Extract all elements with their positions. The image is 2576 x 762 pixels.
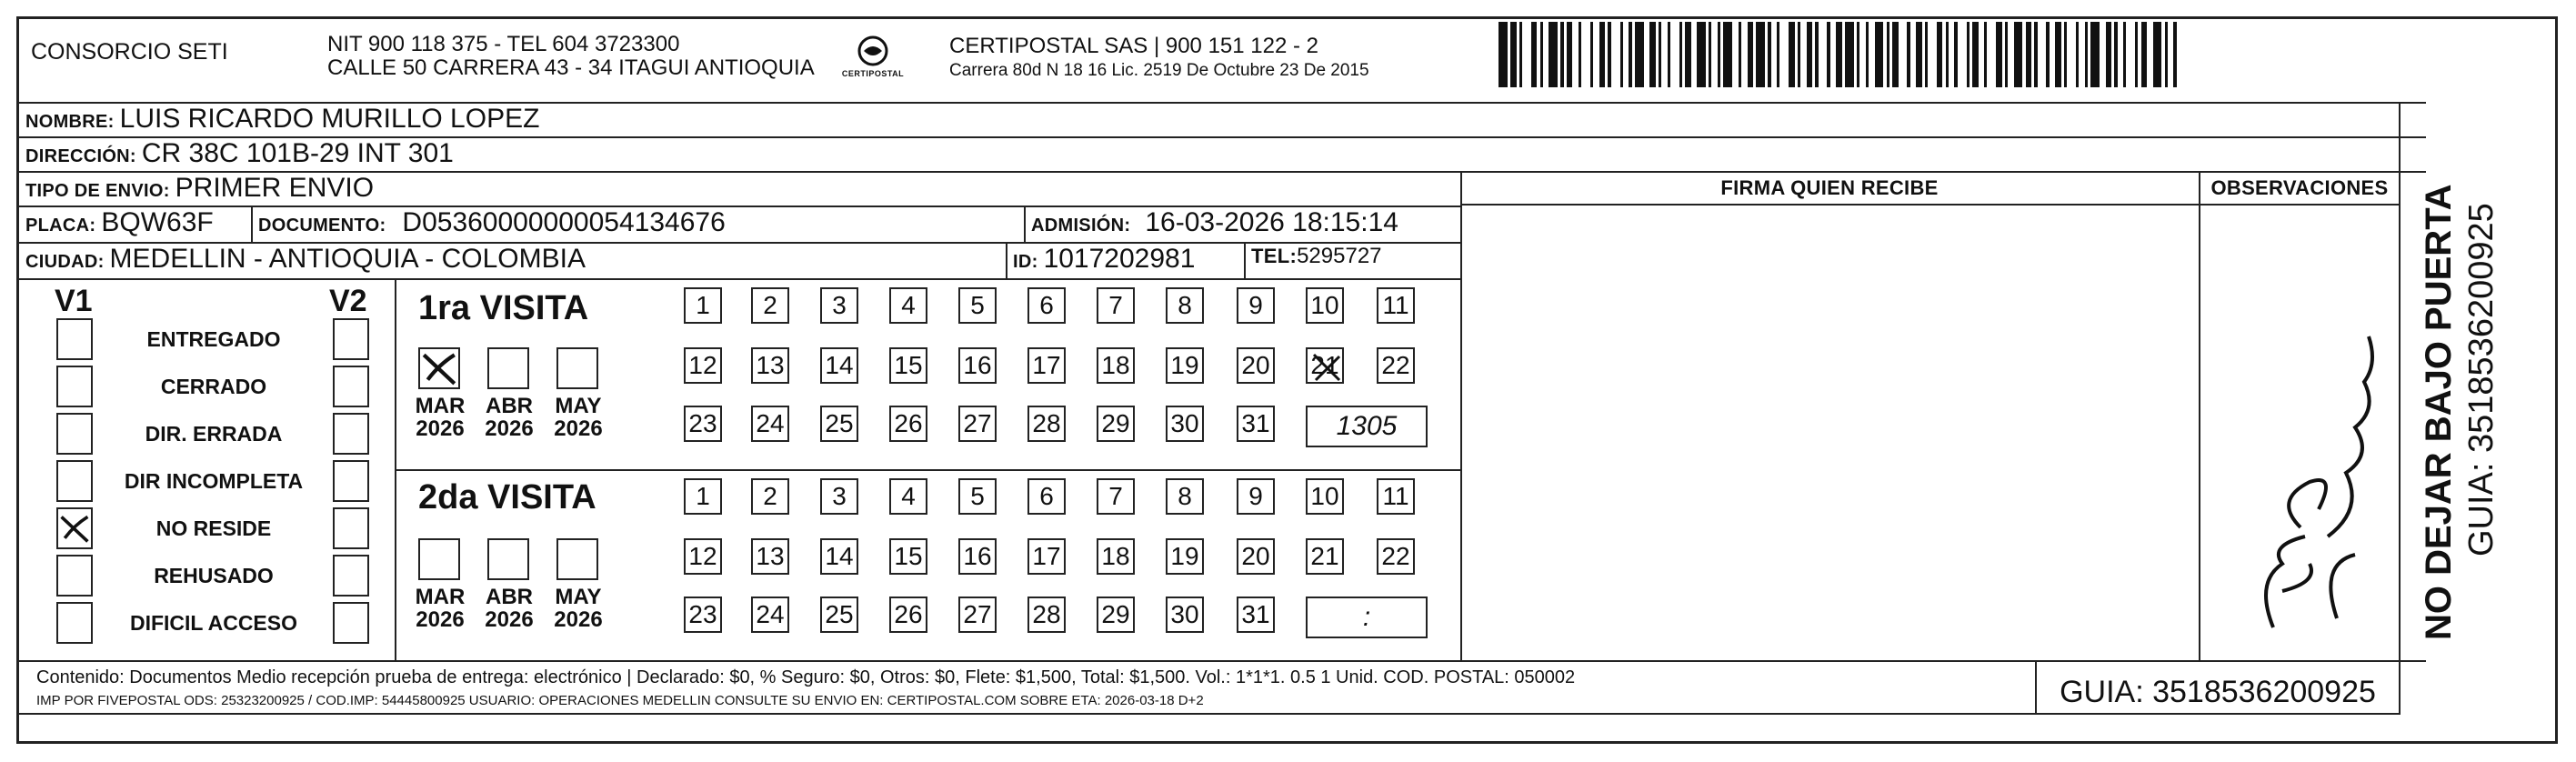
status-v1-checkbox[interactable] xyxy=(56,602,93,644)
day-box-2[interactable] xyxy=(751,478,789,515)
month-checkbox-mar-checked[interactable] xyxy=(418,347,460,389)
day-number: 12 xyxy=(688,351,717,379)
day-box-15[interactable] xyxy=(889,347,927,384)
divider xyxy=(16,713,2401,715)
tipo-envio-value: PRIMER ENVIO xyxy=(175,173,375,203)
ciudad-row xyxy=(25,244,586,275)
day-number: 13 xyxy=(756,351,785,379)
status-label: CERRADO xyxy=(160,375,267,398)
day-number: 9 xyxy=(1248,291,1263,319)
signature-image xyxy=(2219,291,2382,637)
status-v2-checkbox[interactable] xyxy=(333,366,369,407)
divider xyxy=(2399,102,2401,713)
month-year: 2026 xyxy=(485,416,534,442)
day-number: 28 xyxy=(1032,600,1061,628)
day-box-28[interactable] xyxy=(1027,406,1066,442)
month-label xyxy=(542,395,615,440)
day-box-24[interactable] xyxy=(751,406,789,442)
day-number: 22 xyxy=(1381,351,1410,379)
divider xyxy=(1244,242,1246,278)
day-box-13[interactable] xyxy=(751,538,789,575)
day-number: 18 xyxy=(1101,351,1130,379)
day-box-26[interactable] xyxy=(889,406,927,442)
status-v2-checkbox[interactable] xyxy=(333,555,369,597)
day-box-25[interactable] xyxy=(820,597,858,633)
day-box-19[interactable] xyxy=(1166,538,1204,575)
day-number: 7 xyxy=(1108,291,1123,319)
month-name: ABR xyxy=(486,585,533,609)
day-box-30[interactable] xyxy=(1166,406,1204,442)
day-number: 11 xyxy=(1382,482,1409,510)
month-year: 2026 xyxy=(485,607,534,633)
day-number: 3 xyxy=(832,482,847,510)
day-number: 8 xyxy=(1178,291,1192,319)
day-number: 2 xyxy=(763,291,777,319)
day-box-23[interactable] xyxy=(684,597,722,633)
day-box-22[interactable] xyxy=(1377,347,1415,384)
tel-label: TEL: xyxy=(1251,245,1298,267)
day-number: 17 xyxy=(1032,542,1061,570)
day-number: 3 xyxy=(832,291,847,319)
admision-value: 16-03-2026 18:15:14 xyxy=(1145,207,1398,237)
month-name: MAR xyxy=(415,394,466,418)
nit-line: NIT 900 118 375 - TEL 604 3723300 xyxy=(327,32,680,56)
direccion-label: DIRECCIÓN: xyxy=(25,146,136,166)
day-box-8[interactable] xyxy=(1166,287,1204,324)
day-number: 4 xyxy=(901,291,916,319)
status-label: ENTREGADO xyxy=(146,327,281,351)
divider xyxy=(2199,171,2200,660)
day-number: 4 xyxy=(901,482,916,510)
day-box-1[interactable] xyxy=(684,287,722,324)
direccion-value: CR 38C 101B-29 INT 301 xyxy=(141,138,454,168)
month-label xyxy=(404,586,476,631)
day-box-31[interactable] xyxy=(1237,406,1275,442)
month-label xyxy=(542,586,615,631)
day-box-3[interactable] xyxy=(820,478,858,515)
tel-value: 5295727 xyxy=(1297,244,1382,268)
status-v2-checkbox[interactable] xyxy=(333,460,369,502)
month-checkbox-abr[interactable] xyxy=(487,538,529,580)
day-box-1[interactable] xyxy=(684,478,722,515)
second-visit-title: 2da VISITA xyxy=(418,478,596,516)
footer-contenido: Contenido: Documentos Medio recepción prueba de entrega: electrónico | Declarado: $0, % Seguro: $0, Otros: $0, Flete: $1,500, Total: $1,500. Vol.: 1*1*1. 0.5 1 Unid. COD. POSTAL: 050002 xyxy=(36,667,1576,687)
month-name: MAY xyxy=(555,585,602,609)
day-box-6[interactable] xyxy=(1027,478,1066,515)
day-number: 13 xyxy=(756,542,785,570)
day-number: 24 xyxy=(756,409,785,437)
tel-row xyxy=(1251,244,1382,269)
certipostal-line1: CERTIPOSTAL SAS | 900 151 122 - 2 xyxy=(949,34,1318,58)
day-box-23[interactable] xyxy=(684,406,722,442)
day-number: 23 xyxy=(688,600,717,628)
day-number: 19 xyxy=(1170,542,1199,570)
id-value: 1017202981 xyxy=(1043,244,1196,274)
day-box-28[interactable] xyxy=(1027,597,1066,633)
divider xyxy=(1006,242,1007,278)
status-label: REHUSADO xyxy=(154,564,274,587)
day-box-12[interactable] xyxy=(684,538,722,575)
no-dejar-bajo-puerta: NO DEJAR BAJO PUERTA xyxy=(2419,184,2459,640)
nombre-label: NOMBRE: xyxy=(25,112,115,132)
day-number: 19 xyxy=(1170,351,1199,379)
status-v1-checkbox[interactable] xyxy=(56,555,93,597)
day-number: 17 xyxy=(1032,351,1061,379)
month-year: 2026 xyxy=(416,607,465,633)
day-box-17[interactable] xyxy=(1027,347,1066,384)
day-box-13[interactable] xyxy=(751,347,789,384)
day-number: 5 xyxy=(970,291,985,319)
nombre-value: LUIS RICARDO MURILLO LOPEZ xyxy=(119,104,540,134)
day-number: 8 xyxy=(1178,482,1192,510)
day-box-7[interactable] xyxy=(1097,478,1135,515)
status-v1-checkbox[interactable] xyxy=(56,318,93,360)
divider xyxy=(251,206,253,242)
day-number: 27 xyxy=(963,600,992,628)
footer-guia: GUIA: 3518536200925 xyxy=(2060,675,2376,709)
day-box-6[interactable] xyxy=(1027,287,1066,324)
certipostal-logo-icon xyxy=(837,33,909,87)
logo-text: CERTIPOSTAL xyxy=(841,69,905,78)
status-v1-checkbox[interactable] xyxy=(56,460,93,502)
ciudad-value: MEDELLIN - ANTIOQUIA - COLOMBIA xyxy=(109,244,586,274)
status-v2-checkbox[interactable] xyxy=(333,507,369,549)
status-label: DIR. ERRADA xyxy=(145,422,283,446)
day-number: 18 xyxy=(1101,542,1130,570)
day-box-18[interactable] xyxy=(1097,347,1135,384)
divider xyxy=(1460,204,2401,206)
divider xyxy=(1460,171,1462,660)
month-checkbox-may[interactable] xyxy=(556,347,598,389)
day-box-8[interactable] xyxy=(1166,478,1204,515)
month-label xyxy=(473,586,546,631)
day-number: 23 xyxy=(688,409,717,437)
tipo-envio-row xyxy=(25,173,374,204)
day-number: 6 xyxy=(1039,482,1054,510)
month-label xyxy=(473,395,546,440)
documento-label: DOCUMENTO: xyxy=(258,216,386,236)
day-box-10[interactable] xyxy=(1306,478,1344,515)
visit-time-value: 1305 xyxy=(1336,411,1398,441)
status-v1-checkbox[interactable] xyxy=(56,366,93,407)
id-row xyxy=(1013,244,1195,275)
day-number: 10 xyxy=(1310,482,1339,510)
day-box-21[interactable] xyxy=(1306,347,1344,384)
month-year: 2026 xyxy=(554,416,603,442)
month-checkbox-may[interactable] xyxy=(556,538,598,580)
month-name: ABR xyxy=(486,394,533,418)
day-number: 26 xyxy=(894,409,923,437)
month-year: 2026 xyxy=(416,416,465,442)
day-number: 15 xyxy=(894,542,923,570)
month-name: MAR xyxy=(415,585,466,609)
day-number: 31 xyxy=(1241,600,1270,628)
day-box-27[interactable] xyxy=(958,597,997,633)
day-box-2[interactable] xyxy=(751,287,789,324)
day-number: 16 xyxy=(963,351,992,379)
direccion-row xyxy=(25,138,454,169)
day-box-4[interactable] xyxy=(889,478,927,515)
day-number: 26 xyxy=(894,600,923,628)
barcode-icon xyxy=(1498,22,2180,87)
tipo-envio-label: TIPO DE ENVIO: xyxy=(25,181,170,201)
admision-row xyxy=(1031,207,1398,238)
day-box-31[interactable] xyxy=(1237,597,1275,633)
day-number: 21 xyxy=(1310,351,1339,379)
observaciones-header: OBSERVACIONES xyxy=(2210,176,2389,199)
day-box-9[interactable] xyxy=(1237,287,1275,324)
day-number: 7 xyxy=(1108,482,1123,510)
day-number: 5 xyxy=(970,482,985,510)
day-box-26[interactable] xyxy=(889,597,927,633)
day-box-15[interactable] xyxy=(889,538,927,575)
placa-value: BQW63F xyxy=(101,207,214,237)
status-label: DIR INCOMPLETA xyxy=(124,469,304,493)
day-box-20[interactable] xyxy=(1237,538,1275,575)
day-number: 20 xyxy=(1241,542,1270,570)
day-number: 22 xyxy=(1381,542,1410,570)
month-checkbox-mar[interactable] xyxy=(418,538,460,580)
visit-time-box[interactable] xyxy=(1306,597,1428,638)
day-number: 16 xyxy=(963,542,992,570)
day-box-5[interactable] xyxy=(958,478,997,515)
placa-row xyxy=(25,207,214,238)
day-box-12[interactable] xyxy=(684,347,722,384)
visit-time-box[interactable] xyxy=(1306,406,1428,447)
day-box-16[interactable] xyxy=(958,538,997,575)
id-label: ID: xyxy=(1013,252,1038,272)
day-number: 2 xyxy=(763,482,777,510)
day-number: 1 xyxy=(696,482,710,510)
day-number: 21 xyxy=(1310,542,1339,570)
day-box-14[interactable] xyxy=(820,347,858,384)
day-box-27[interactable] xyxy=(958,406,997,442)
certipostal-line2: Carrera 80d N 18 16 Lic. 2519 De Octubre 23 De 2015 xyxy=(949,61,1369,80)
month-name: MAY xyxy=(555,394,602,418)
day-number: 29 xyxy=(1101,600,1130,628)
day-number: 10 xyxy=(1310,291,1339,319)
day-number: 12 xyxy=(688,542,717,570)
divider xyxy=(395,469,1460,471)
documento-value: D05360000000054134676 xyxy=(402,207,726,237)
day-box-14[interactable] xyxy=(820,538,858,575)
day-number: 9 xyxy=(1248,482,1263,510)
day-box-19[interactable] xyxy=(1166,347,1204,384)
day-box-21[interactable] xyxy=(1306,538,1344,575)
day-box-3[interactable] xyxy=(820,287,858,324)
day-box-10[interactable] xyxy=(1306,287,1344,324)
day-box-9[interactable] xyxy=(1237,478,1275,515)
ciudad-label: CIUDAD: xyxy=(25,252,105,272)
day-number: 1 xyxy=(696,291,710,319)
side-guia: GUIA: 3518536200925 xyxy=(2462,203,2501,556)
day-box-22[interactable] xyxy=(1377,538,1415,575)
day-box-7[interactable] xyxy=(1097,287,1135,324)
footer-imp-line: IMP POR FIVEPOSTAL ODS: 25323200925 / COD.IMP: 54445800925 USUARIO: OPERACIONES MEDELLIN CONSULTE SU ENVIO EN: CERTIPOSTAL.COM SOBRE ETA: 2026-03-18 D+2 xyxy=(36,693,1204,708)
divider xyxy=(16,171,2426,173)
nombre-row xyxy=(25,104,539,135)
divider xyxy=(1024,206,1026,242)
day-number: 14 xyxy=(825,351,854,379)
day-box-30[interactable] xyxy=(1166,597,1204,633)
day-number: 30 xyxy=(1170,600,1199,628)
day-number: 30 xyxy=(1170,409,1199,437)
status-label: DIFICIL ACCESO xyxy=(129,611,297,635)
day-box-4[interactable] xyxy=(889,287,927,324)
status-v2-checkbox[interactable] xyxy=(333,602,369,644)
cross-mark-icon xyxy=(1308,349,1346,386)
day-box-5[interactable] xyxy=(958,287,997,324)
day-box-29[interactable] xyxy=(1097,597,1135,633)
day-number: 20 xyxy=(1241,351,1270,379)
first-visit-title: 1ra VISITA xyxy=(418,289,589,327)
status-v2-checkbox[interactable] xyxy=(333,413,369,455)
status-label: NO RESIDE xyxy=(155,516,272,540)
firma-header: FIRMA QUIEN RECIBE xyxy=(1720,176,1939,199)
documento-row xyxy=(258,207,726,238)
day-box-25[interactable] xyxy=(820,406,858,442)
v1-label: V1 xyxy=(55,284,93,318)
placa-label: PLACA: xyxy=(25,216,96,236)
day-number: 25 xyxy=(825,409,854,437)
address-line: CALLE 50 CARRERA 43 - 34 ITAGUI ANTIOQUIA xyxy=(327,55,815,80)
month-label xyxy=(404,395,476,440)
company-name: CONSORCIO SETI xyxy=(31,39,228,65)
status-v1-checkbox[interactable] xyxy=(56,413,93,455)
day-box-11[interactable] xyxy=(1377,287,1415,324)
divider xyxy=(16,278,1462,280)
month-checkbox-abr[interactable] xyxy=(487,347,529,389)
status-v1-checkbox-checked[interactable] xyxy=(56,507,93,549)
day-box-11[interactable] xyxy=(1377,478,1415,515)
day-number: 15 xyxy=(894,351,923,379)
day-box-18[interactable] xyxy=(1097,538,1135,575)
day-number: 28 xyxy=(1032,409,1061,437)
certipostal-logo xyxy=(837,33,909,87)
admision-label: ADMISIÓN: xyxy=(1031,216,1131,236)
day-number: 6 xyxy=(1039,291,1054,319)
day-number: 27 xyxy=(963,409,992,437)
day-number: 25 xyxy=(825,600,854,628)
day-box-20[interactable] xyxy=(1237,347,1275,384)
day-number: 14 xyxy=(825,542,854,570)
day-number: 31 xyxy=(1241,409,1270,437)
day-box-16[interactable] xyxy=(958,347,997,384)
day-number: 24 xyxy=(756,600,785,628)
month-year: 2026 xyxy=(554,607,603,633)
status-v2-checkbox[interactable] xyxy=(333,318,369,360)
day-box-17[interactable] xyxy=(1027,538,1066,575)
day-number: 29 xyxy=(1101,409,1130,437)
visit-time-value: : xyxy=(1362,602,1371,632)
day-box-29[interactable] xyxy=(1097,406,1135,442)
divider xyxy=(16,660,2426,662)
day-box-24[interactable] xyxy=(751,597,789,633)
day-number: 11 xyxy=(1382,291,1409,319)
v2-label: V2 xyxy=(329,284,367,318)
